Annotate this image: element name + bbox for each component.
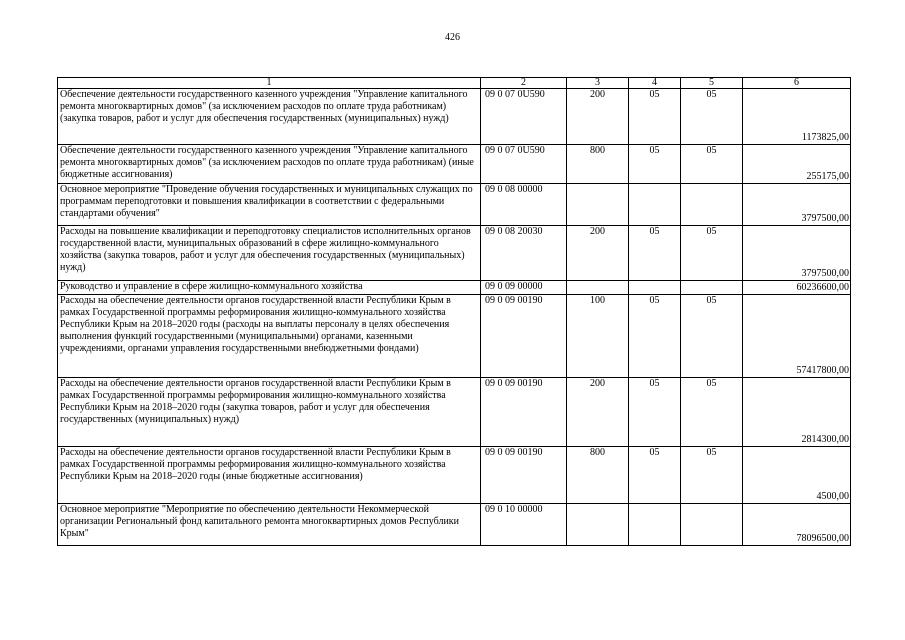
amount: 3797500,00 xyxy=(743,184,851,226)
section-code: 05 xyxy=(629,145,681,184)
page-number: 426 xyxy=(445,32,460,43)
table-row xyxy=(58,295,851,378)
subsection-code: 05 xyxy=(681,295,743,378)
section-code xyxy=(629,504,681,546)
amount: 1173825,00 xyxy=(743,89,851,145)
header-cell-3: 3 xyxy=(567,78,629,89)
budget-table xyxy=(57,77,851,546)
table-row xyxy=(58,184,851,226)
expense-name: Расходы на обеспечение деятельности органов государственной власти Республики Крым в рамках Государственной программы реформирования жилищно-коммунального хозяйства Республики Крым на 2018–2020 годы (иные бюджетные ассигнования) xyxy=(58,447,481,504)
header-cell-2: 2 xyxy=(481,78,567,89)
target-article-code: 09 0 07 0U590 xyxy=(481,145,567,184)
amount: 2814300,00 xyxy=(743,378,851,447)
target-article-code: 09 0 10 00000 xyxy=(481,504,567,546)
expense-name: Расходы на обеспечение деятельности органов государственной власти Республики Крым в рамках Государственной программы реформирования жилищно-коммунального хозяйства Республики Крым на 2018–2020 годы (расходы на выплаты персоналу в целях обеспечения выполнения функций государственными (муниципальными) органами, казенными учреждениями, органами управления государственными внебюджетными фондами) xyxy=(58,295,481,378)
expense-type-code xyxy=(567,184,629,226)
target-article-code: 09 0 09 00000 xyxy=(481,281,567,295)
target-article-code: 09 0 09 00190 xyxy=(481,447,567,504)
header-cell-5: 5 xyxy=(681,78,743,89)
amount: 78096500,00 xyxy=(743,504,851,546)
table-row xyxy=(58,447,851,504)
target-article-code: 09 0 08 00000 xyxy=(481,184,567,226)
subsection-code: 05 xyxy=(681,145,743,184)
expense-type-code xyxy=(567,504,629,546)
table-header-row xyxy=(58,78,851,89)
header-cell-4: 4 xyxy=(629,78,681,89)
expense-type-code: 200 xyxy=(567,89,629,145)
section-code: 05 xyxy=(629,226,681,281)
header-cell-1: 1 xyxy=(58,78,481,89)
expense-type-code: 100 xyxy=(567,295,629,378)
amount: 3797500,00 xyxy=(743,226,851,281)
section-code xyxy=(629,281,681,295)
expense-type-code xyxy=(567,281,629,295)
expense-name: Обеспечение деятельности государственного казенного учреждения "Управление капитального ремонта многоквартирных домов" (за исключением расходов по оплате труда работникам) (закупка товаров, работ и услуг для обеспечения государственных (муниципальных) нужд) xyxy=(58,89,481,145)
section-code: 05 xyxy=(629,295,681,378)
expense-name: Обеспечение деятельности государственного казенного учреждения "Управление капитального ремонта многоквартирных домов" (за исключением расходов по оплате труда работникам) (иные бюджетные ассигнования) xyxy=(58,145,481,184)
header-cell-6: 6 xyxy=(743,78,851,89)
expense-type-code: 200 xyxy=(567,378,629,447)
table-row xyxy=(58,378,851,447)
table-row xyxy=(58,504,851,546)
subsection-code xyxy=(681,504,743,546)
expense-type-code: 200 xyxy=(567,226,629,281)
target-article-code: 09 0 09 00190 xyxy=(481,378,567,447)
expense-name: Основное мероприятие "Мероприятие по обеспечению деятельности Некоммерческой организации Региональный фонд капитального ремонта многоквартирных домов Республики Крым" xyxy=(58,504,481,546)
subsection-code xyxy=(681,281,743,295)
section-code xyxy=(629,184,681,226)
subsection-code xyxy=(681,184,743,226)
amount: 57417800,00 xyxy=(743,295,851,378)
expense-name: Основное мероприятие "Проведение обучения государственных и муниципальных служащих по программам переподготовки и повышения квалификации в соответствии с федеральными стандартами обучения" xyxy=(58,184,481,226)
section-code: 05 xyxy=(629,89,681,145)
section-code: 05 xyxy=(629,447,681,504)
amount: 60236600,00 xyxy=(743,281,851,295)
expense-name: Расходы на повышение квалификации и переподготовку специалистов исполнительных органов государственной власти, муниципальных образований в сфере жилищно-коммунального хозяйства (закупка товаров, работ и услуг для обеспечения государственных (муниципальных) нужд) xyxy=(58,226,481,281)
table-row xyxy=(58,89,851,145)
expense-type-code: 800 xyxy=(567,447,629,504)
expense-name: Расходы на обеспечение деятельности органов государственной власти Республики Крым в рамках Государственной программы реформирования жилищно-коммунального хозяйства Республики Крым на 2018–2020 годы (закупка товаров, работ и услуг для обеспечения государственных (муниципальных) нужд) xyxy=(58,378,481,447)
subsection-code: 05 xyxy=(681,378,743,447)
expense-type-code: 800 xyxy=(567,145,629,184)
target-article-code: 09 0 08 20030 xyxy=(481,226,567,281)
amount: 255175,00 xyxy=(743,145,851,184)
subsection-code: 05 xyxy=(681,447,743,504)
subsection-code: 05 xyxy=(681,89,743,145)
table-row xyxy=(58,281,851,295)
target-article-code: 09 0 09 00190 xyxy=(481,295,567,378)
table-row xyxy=(58,226,851,281)
expense-name: Руководство и управление в сфере жилищно-коммунального хозяйства xyxy=(58,281,481,295)
subsection-code: 05 xyxy=(681,226,743,281)
section-code: 05 xyxy=(629,378,681,447)
table-row xyxy=(58,145,851,184)
amount: 4500,00 xyxy=(743,447,851,504)
target-article-code: 09 0 07 0U590 xyxy=(481,89,567,145)
